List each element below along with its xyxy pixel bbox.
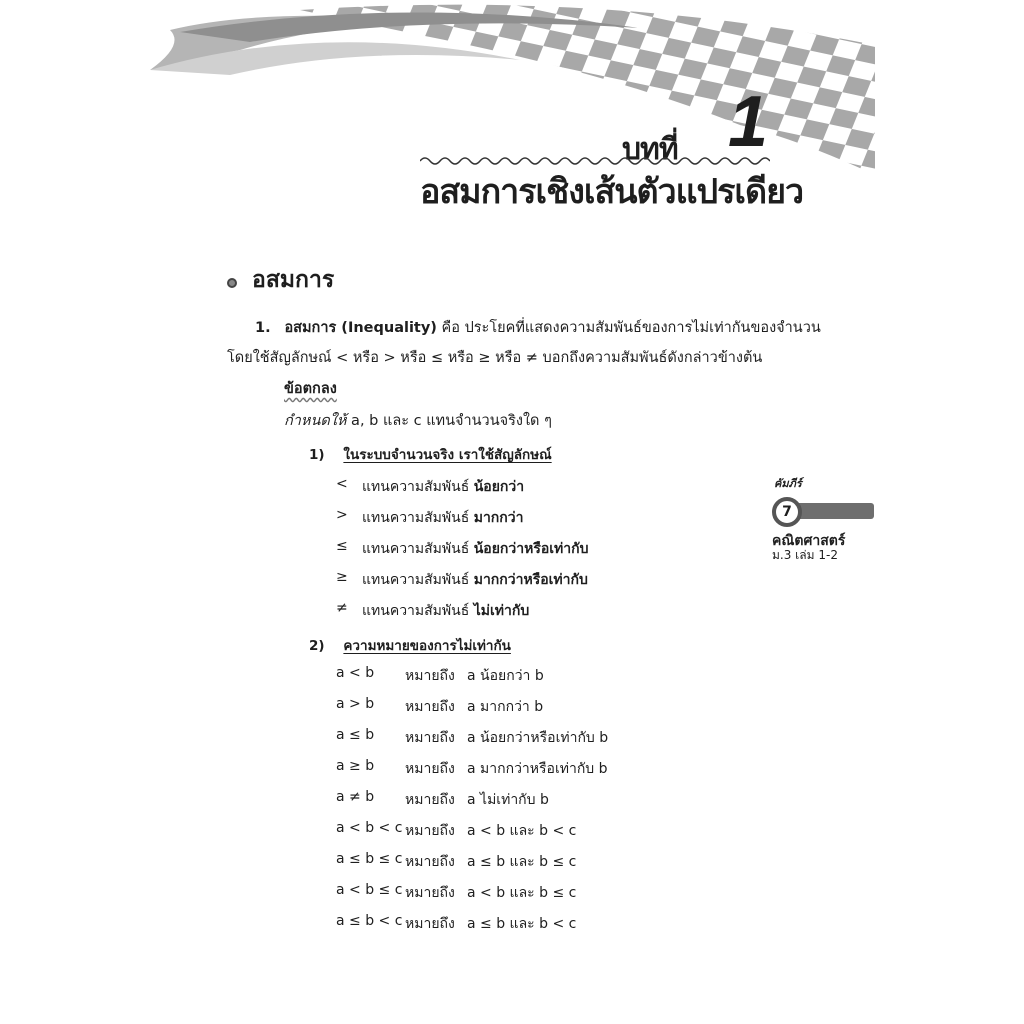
desc-text: แทนความสัมพันธ์ [362, 541, 474, 557]
subsection-2-title: ความหมายของการไม่เท่ากัน [343, 638, 511, 654]
desc-bold: น้อยกว่า [473, 479, 525, 495]
definition-number: 1. [255, 320, 271, 336]
inequality-expr: a < b ≤ c [336, 882, 403, 898]
symbol: < [336, 476, 348, 492]
symbol-desc [362, 569, 588, 591]
symbol-desc [362, 507, 523, 529]
agreement-given [284, 409, 552, 432]
bullet-icon [227, 278, 237, 288]
chapter-title: อสมการเชิงเส้นตัวแปรเดียว [420, 172, 804, 212]
given-rest: a, b และ c แทนจำนวนจริงใด ๆ [346, 413, 552, 429]
chapter-number: 1 [728, 82, 769, 162]
symbol: ≠ [336, 600, 348, 616]
desc-bold: น้อยกว่าหรือเท่ากับ [473, 541, 589, 557]
inequality-expr: a < b < c [336, 820, 403, 836]
meaning-text: a ไม่เท่ากับ b [467, 792, 549, 808]
means-label: หมายถึง [405, 823, 455, 839]
symbol: ≥ [336, 569, 348, 585]
inequality-expr: a ≤ b < c [336, 913, 403, 929]
desc-bold: มากกว่าหรือเท่ากับ [473, 572, 588, 588]
desc-text: แทนความสัมพันธ์ [362, 479, 474, 495]
meaning-text: a < b และ b < c [467, 823, 577, 839]
means-label: หมายถึง [405, 699, 455, 715]
symbol-desc [362, 600, 529, 622]
definition-line-2: โดยใช้สัญลักษณ์ < หรือ > หรือ ≤ หรือ ≥ หรือ ≠ บอกถึงความสัมพันธ์ดังกล่าวข้างต้น [227, 350, 763, 366]
inequality-expr: a ≠ b [336, 789, 375, 805]
symbol: ≤ [336, 538, 348, 554]
side-tab-subject: คณิตศาสตร์ [772, 533, 846, 549]
desc-text: แทนความสัมพันธ์ [362, 572, 474, 588]
subsection-2-heading [309, 634, 511, 656]
inequality-expr: a < b [336, 665, 375, 681]
desc-text: แทนความสัมพันธ์ [362, 510, 474, 526]
side-tab-grade: ม.3 เล่ม 1-2 [772, 548, 838, 562]
inequality-expr: a > b [336, 696, 375, 712]
means-label: หมายถึง [405, 792, 455, 808]
meaning-text: a มากกว่า b [467, 699, 544, 715]
section-title: อสมการ [252, 267, 335, 293]
definition-line-1 [255, 316, 821, 339]
meaning-text: a < b และ b ≤ c [467, 885, 577, 901]
means-label: หมายถึง [405, 730, 455, 746]
subsection-1-number: 1) [309, 447, 325, 463]
definition-term: อสมการ (Inequality) [284, 320, 437, 336]
meaning-text: a น้อยกว่าหรือเท่ากับ b [467, 730, 609, 746]
inequality-expr: a ≤ b ≤ c [336, 851, 403, 867]
meaning-text: a ≤ b และ b ≤ c [467, 854, 577, 870]
symbol: > [336, 507, 348, 523]
subsection-1-heading [309, 443, 552, 465]
symbol-desc [362, 538, 589, 560]
given-italic: กำหนดให้ [284, 413, 347, 429]
inequality-expr: a ≥ b [336, 758, 375, 774]
means-label: หมายถึง [405, 854, 455, 870]
side-tab-caption: คัมภีร์ [774, 477, 802, 490]
subsection-1-title: ในระบบจำนวนจริง เราใช้สัญลักษณ์ [343, 447, 552, 463]
definition-text-1: คือ ประโยคที่แสดงความสัมพันธ์ของการไม่เท่ากันของจำนวน [436, 320, 821, 336]
means-label: หมายถึง [405, 761, 455, 777]
means-label: หมายถึง [405, 885, 455, 901]
inequality-expr: a ≤ b [336, 727, 375, 743]
subsection-2-number: 2) [309, 638, 325, 654]
meaning-text: a มากกว่าหรือเท่ากับ b [467, 761, 608, 777]
chapter-label: บทที่ [622, 132, 678, 167]
side-tab-number: 7 [772, 497, 802, 527]
meaning-text: a น้อยกว่า b [467, 668, 544, 684]
desc-text: แทนความสัมพันธ์ [362, 603, 474, 619]
desc-bold: ไม่เท่ากับ [473, 603, 530, 619]
agreement-heading: ข้อตกลง [284, 381, 337, 397]
symbol-desc [362, 476, 524, 498]
means-label: หมายถึง [405, 916, 455, 932]
meaning-text: a ≤ b และ b < c [467, 916, 577, 932]
means-label: หมายถึง [405, 668, 455, 684]
desc-bold: มากกว่า [473, 510, 524, 526]
